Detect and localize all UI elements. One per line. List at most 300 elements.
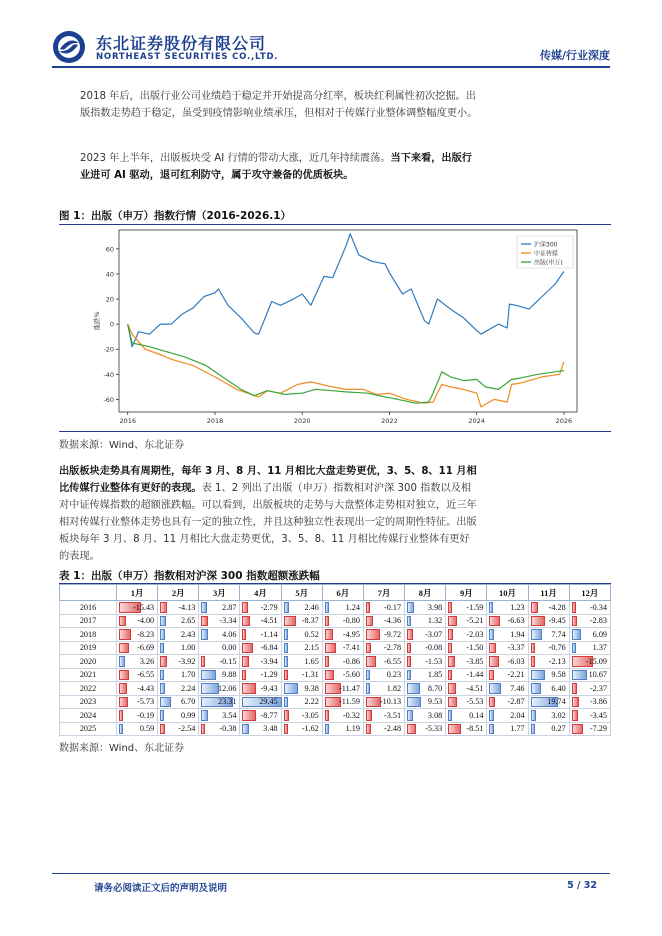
positive-data-bar <box>366 670 370 681</box>
table-cell <box>322 614 363 628</box>
legend-label-2: 中证传媒 <box>534 250 559 258</box>
cell-value: 6.09 <box>592 629 607 639</box>
table-cell <box>158 614 199 628</box>
brand-name-cn: 东北证券股份有限公司 <box>96 34 267 53</box>
column-header-month-11: 11月 <box>528 585 569 601</box>
cell-value: 7.46 <box>510 683 525 693</box>
figure-1-bottom-rule <box>59 431 611 432</box>
table-cell <box>240 628 281 642</box>
table-cell <box>528 668 569 682</box>
column-header-month-7: 7月 <box>363 585 404 601</box>
table-header-row <box>60 585 611 601</box>
table-cell <box>281 641 322 655</box>
table-row <box>60 614 611 628</box>
x-tick-label: 2018 <box>206 417 224 425</box>
cell-value: 0.14 <box>469 710 484 720</box>
negative-data-bar <box>119 670 129 681</box>
cell-value: -5.60 <box>342 670 360 680</box>
cell-value: 1.32 <box>427 616 443 626</box>
table-cell <box>569 722 610 736</box>
table-cell <box>322 655 363 669</box>
positive-data-bar <box>160 629 165 640</box>
cell-value: 8.70 <box>427 683 443 693</box>
negative-data-bar <box>448 670 452 681</box>
table-cell <box>363 722 404 736</box>
table-cell <box>405 628 446 642</box>
positive-data-bar <box>531 629 543 640</box>
cell-value: -3.92 <box>178 656 196 666</box>
table-cell <box>487 641 528 655</box>
cell-value: 7.74 <box>551 629 566 639</box>
x-tick-label: 2026 <box>555 417 573 425</box>
cell-value: -6.63 <box>507 616 525 626</box>
cell-value: 1.85 <box>427 670 443 680</box>
cell-value: -0.86 <box>342 656 360 666</box>
row-year-label: 2019 <box>60 641 117 655</box>
negative-data-bar <box>572 683 577 694</box>
table-row <box>60 668 611 682</box>
table-cell <box>117 709 158 723</box>
negative-data-bar <box>366 602 370 613</box>
table-cell <box>528 682 569 696</box>
cell-value: -3.85 <box>466 656 484 666</box>
negative-data-bar <box>366 724 371 735</box>
table-cell <box>569 641 610 655</box>
table-cell <box>322 628 363 642</box>
negative-data-bar <box>325 710 329 721</box>
figure-1-source: 数据来源：Wind、东北证券 <box>59 440 185 451</box>
table-cell <box>240 614 281 628</box>
table-row <box>60 709 611 723</box>
table-cell <box>446 709 487 723</box>
cell-value: -8.77 <box>260 710 278 720</box>
negative-data-bar <box>572 724 583 735</box>
positive-data-bar <box>284 629 288 640</box>
cell-value: -5.73 <box>137 697 155 707</box>
table-cell <box>528 614 569 628</box>
cell-value: -6.03 <box>507 656 525 666</box>
negative-data-bar <box>284 670 288 681</box>
cell-value: 12.06 <box>218 683 237 693</box>
cell-value: 0.59 <box>139 724 155 734</box>
x-tick-label: 2016 <box>119 417 136 425</box>
cell-value: -3.86 <box>589 697 607 707</box>
legend-label-3: 出版(申万) <box>534 259 563 267</box>
table-cell <box>281 655 322 669</box>
cell-value: -3.05 <box>301 710 319 720</box>
negative-data-bar <box>242 643 253 654</box>
y-tick-label: -60 <box>103 395 114 404</box>
column-header-month-2: 2月 <box>158 585 199 601</box>
positive-data-bar <box>201 602 207 613</box>
cell-value: -8.37 <box>301 616 319 626</box>
negative-data-bar <box>448 724 461 735</box>
table-cell <box>446 628 487 642</box>
table-cell <box>363 682 404 696</box>
cell-value: 6.40 <box>551 683 566 693</box>
cell-value: -3.34 <box>219 616 237 626</box>
table-cell <box>158 628 199 642</box>
y-axis-label: 涨跌% <box>93 311 101 331</box>
cell-value: -2.48 <box>384 724 402 734</box>
cell-value: -1.31 <box>301 670 319 680</box>
table-cell <box>446 668 487 682</box>
cell-value: -2.13 <box>548 656 566 666</box>
row-year-label: 2023 <box>60 695 117 709</box>
x-tick-label: 2024 <box>468 417 485 425</box>
table-row <box>60 655 611 669</box>
table-cell <box>240 722 281 736</box>
intro-paragraph-1: 2018 年后，出版行业公司业绩趋于稳定并开始提高分红率，板块红利属性初次挖掘。出版指数走势趋于稳定，虽受到疫情影响业绩承压，但相对于传媒行业整体调整幅度更小。 <box>80 91 478 119</box>
table-cell <box>199 601 240 615</box>
intro-paragraph-2-plain: 2023 年上半年，出版板块受 AI 行情的带动大涨，近几年持续震荡。 <box>80 153 391 164</box>
table-cell <box>363 614 404 628</box>
negative-data-bar <box>448 697 457 708</box>
table-cell <box>446 655 487 669</box>
positive-data-bar <box>284 643 289 654</box>
table-cell <box>363 628 404 642</box>
intro-paragraph-2 <box>80 150 482 184</box>
table-cell <box>240 709 281 723</box>
cell-value: 9.38 <box>304 683 319 693</box>
cell-value: 9.53 <box>427 697 443 707</box>
positive-data-bar <box>160 710 164 721</box>
cell-value: 2.04 <box>510 710 525 720</box>
cell-value: 9.88 <box>222 670 237 680</box>
y-tick-label: -20 <box>103 345 114 354</box>
cell-value: -4.36 <box>384 616 402 626</box>
negative-data-bar <box>531 656 536 667</box>
positive-data-bar <box>325 602 329 613</box>
intro-paragraph-2-bold: 当下来看，出版行业进可 AI 驱动，退可红利防守，属于攻守兼备的优质板块。 <box>80 153 472 181</box>
table-cell <box>569 668 610 682</box>
y-tick-label: 20 <box>105 295 114 304</box>
table-cell <box>487 601 528 615</box>
table-cell <box>281 628 322 642</box>
table-cell <box>487 682 528 696</box>
table-cell <box>487 695 528 709</box>
negative-data-bar <box>119 629 131 640</box>
negative-data-bar <box>242 670 246 681</box>
negative-data-bar <box>572 697 579 708</box>
cell-value: -3.37 <box>507 643 525 653</box>
cell-value: -6.69 <box>137 643 155 653</box>
table-cell <box>569 628 610 642</box>
table-cell <box>528 695 569 709</box>
cell-value: -3.45 <box>589 710 607 720</box>
negative-data-bar <box>284 724 288 735</box>
series-line-3 <box>128 324 564 403</box>
positive-data-bar <box>407 616 411 627</box>
cell-value: 2.87 <box>222 602 237 612</box>
negative-data-bar <box>242 656 249 667</box>
table-cell <box>199 668 240 682</box>
table-cell <box>363 709 404 723</box>
table-cell <box>405 655 446 669</box>
analysis-plain: 表 1、2 列出了出版（申万）指数相对沪深 300 指数以及相对中证传媒指数的超额涨跌幅。可以看到，出版板块的走势与大盘整体走势相对独立，近三年相对传媒行业整体走势也具有一定的独立性，并且这种独立性表现出一定的周期性特征。出版板块每年 3 月、8 月、11 月相比大盘走势更优，3、5、8、11 月相比传媒行业整体有更好的表现。 <box>59 483 477 562</box>
table-cell <box>117 722 158 736</box>
table-row <box>60 628 611 642</box>
cell-value: 0.99 <box>180 710 196 720</box>
table-cell <box>569 655 610 669</box>
row-year-label: 2025 <box>60 722 117 736</box>
cell-value: 29.45 <box>259 697 278 707</box>
cell-value: 9.58 <box>551 670 566 680</box>
negative-data-bar <box>201 724 205 735</box>
row-year-label: 2020 <box>60 655 117 669</box>
table-cell <box>569 695 610 709</box>
column-header-month-8: 8月 <box>405 585 446 601</box>
table-cell <box>158 709 199 723</box>
positive-data-bar <box>489 724 493 735</box>
negative-data-bar <box>242 629 246 640</box>
cell-value: -9.45 <box>548 616 566 626</box>
cell-value: 2.46 <box>304 602 319 612</box>
table-cell <box>117 695 158 709</box>
table-row <box>60 641 611 655</box>
cell-value: 1.77 <box>510 724 525 734</box>
table-cell <box>117 641 158 655</box>
cell-value: 3.08 <box>427 710 443 720</box>
table-cell <box>322 601 363 615</box>
table-cell <box>569 682 610 696</box>
table-cell <box>405 668 446 682</box>
cell-value: -11.47 <box>339 683 360 693</box>
table-cell <box>446 682 487 696</box>
cell-value: 1.37 <box>592 643 607 653</box>
negative-data-bar <box>489 656 499 667</box>
negative-data-bar <box>284 710 290 721</box>
row-year-label: 2024 <box>60 709 117 723</box>
cell-value: 1.00 <box>180 643 196 653</box>
cell-value: -0.08 <box>425 643 443 653</box>
cell-value: -1.50 <box>466 643 484 653</box>
positive-data-bar <box>489 710 494 721</box>
positive-data-bar <box>572 643 576 654</box>
table-cell <box>446 601 487 615</box>
table-cell <box>117 682 158 696</box>
table-cell <box>240 641 281 655</box>
table-cell <box>528 601 569 615</box>
positive-data-bar <box>572 629 582 640</box>
series-line-2 <box>128 324 564 407</box>
positive-data-bar <box>448 710 452 721</box>
cell-value: -0.17 <box>384 602 402 612</box>
cell-value: -3.94 <box>260 656 278 666</box>
cell-value: -9.72 <box>384 629 402 639</box>
index-performance-chart <box>59 226 611 430</box>
cell-value: -1.29 <box>260 670 278 680</box>
positive-data-bar <box>531 683 541 694</box>
table-cell <box>322 668 363 682</box>
table-cell <box>158 641 199 655</box>
cell-value: 2.65 <box>180 616 196 626</box>
cell-value: -7.29 <box>589 724 607 734</box>
table-cell <box>199 614 240 628</box>
cell-value: -0.19 <box>137 710 155 720</box>
negative-data-bar <box>325 616 329 627</box>
cell-value: 1.24 <box>345 602 360 612</box>
table-1-wrapper <box>59 584 611 736</box>
cell-value: -15.09 <box>585 656 607 666</box>
cell-value: -2.37 <box>589 683 607 693</box>
cell-value: -0.15 <box>219 656 237 666</box>
cell-value: 3.02 <box>551 710 566 720</box>
analysis-bold: 出版板块走势具有周期性，每年 3 月、8 月、11 月相比大盘走势更优，3、5、8、11 月相比传媒行业整体有更好的表现。 <box>59 466 477 494</box>
table-cell <box>528 641 569 655</box>
positive-data-bar <box>160 643 164 654</box>
cell-value: -7.41 <box>342 643 360 653</box>
cell-value: -10.13 <box>379 697 402 707</box>
negative-data-bar <box>366 616 374 627</box>
negative-data-bar <box>242 683 256 694</box>
column-header-month-1: 1月 <box>117 585 158 601</box>
table-cell <box>363 641 404 655</box>
figure-1-title: 图 1：出版（申万）指数行情（2016-2026.1） <box>59 210 292 222</box>
cell-value: -2.78 <box>384 643 402 653</box>
table-cell <box>240 695 281 709</box>
table-cell <box>281 695 322 709</box>
cell-value: -6.55 <box>384 656 402 666</box>
table-cell <box>322 641 363 655</box>
cell-value: 1.23 <box>510 602 525 612</box>
column-header-month-10: 10月 <box>487 585 528 601</box>
report-category-tag: 传媒/行业深度 <box>539 49 610 62</box>
row-year-label: 2017 <box>60 614 117 628</box>
cell-value: 2.43 <box>180 629 196 639</box>
negative-data-bar <box>119 710 123 721</box>
positive-data-bar <box>201 683 218 694</box>
table-cell <box>322 709 363 723</box>
y-tick-label: 0 <box>109 320 114 329</box>
page-number: 5 / 32 <box>567 880 597 891</box>
table-cell <box>405 695 446 709</box>
cell-value: 1.70 <box>180 670 196 680</box>
table-cell <box>405 601 446 615</box>
negative-data-bar <box>448 656 455 667</box>
cell-value: -4.51 <box>260 616 278 626</box>
figure-1-top-rule <box>59 224 611 225</box>
table-cell <box>199 641 240 655</box>
positive-data-bar <box>201 710 207 721</box>
row-year-label: 2016 <box>60 601 117 615</box>
positive-data-bar <box>325 724 329 735</box>
column-header-month-5: 5月 <box>281 585 322 601</box>
page-header <box>0 0 662 70</box>
table-cell <box>199 628 240 642</box>
negative-data-bar <box>160 656 167 667</box>
positive-data-bar <box>531 710 537 721</box>
table-cell <box>281 601 322 615</box>
negative-data-bar <box>284 616 297 627</box>
negative-data-bar <box>242 616 250 627</box>
positive-data-bar <box>284 602 289 613</box>
table-cell <box>446 722 487 736</box>
table-cell <box>158 655 199 669</box>
cell-value: -4.95 <box>342 629 360 639</box>
table-cell <box>199 695 240 709</box>
negative-data-bar <box>489 616 499 627</box>
table-cell <box>528 628 569 642</box>
cell-value: 3.54 <box>222 710 237 720</box>
cell-value: -2.83 <box>589 616 607 626</box>
table-cell <box>281 722 322 736</box>
table-cell <box>569 614 610 628</box>
positive-data-bar <box>407 697 421 708</box>
table-cell <box>528 709 569 723</box>
cell-value: 3.98 <box>427 602 443 612</box>
cell-value: 0.00 <box>222 643 237 653</box>
cell-value: -1.59 <box>466 602 484 612</box>
negative-data-bar <box>119 643 129 654</box>
table-cell <box>281 668 322 682</box>
positive-data-bar <box>201 670 216 681</box>
table-cell <box>487 655 528 669</box>
cell-value: -2.21 <box>507 670 525 680</box>
cell-value: 4.06 <box>222 629 237 639</box>
table-body <box>60 601 611 736</box>
negative-data-bar <box>366 697 381 708</box>
positive-data-bar <box>489 602 493 613</box>
cell-value: 3.48 <box>263 724 278 734</box>
negative-data-bar <box>407 724 416 735</box>
cell-value: -6.55 <box>137 670 155 680</box>
table-cell <box>446 641 487 655</box>
negative-data-bar <box>448 643 452 654</box>
cell-value: -2.03 <box>466 629 484 639</box>
cell-value: -0.76 <box>548 643 566 653</box>
cell-value: 1.82 <box>386 683 402 693</box>
positive-data-bar <box>407 683 420 694</box>
negative-data-bar <box>325 629 333 640</box>
y-tick-label: 60 <box>105 245 114 254</box>
negative-data-bar <box>407 656 411 667</box>
negative-data-bar <box>448 683 456 694</box>
positive-data-bar <box>366 683 370 694</box>
table-cell <box>158 722 199 736</box>
table-cell <box>528 655 569 669</box>
positive-data-bar <box>531 670 545 681</box>
x-tick-label: 2022 <box>381 417 398 425</box>
positive-data-bar <box>119 724 123 735</box>
cell-value: 1.19 <box>345 724 360 734</box>
cell-value: 0.52 <box>304 629 319 639</box>
table-cell <box>199 682 240 696</box>
cell-value: -5.21 <box>466 616 484 626</box>
cell-value: -4.43 <box>137 683 155 693</box>
column-header-month-3: 3月 <box>199 585 240 601</box>
table-cell <box>158 601 199 615</box>
table-cell <box>199 655 240 669</box>
cell-value: 19.74 <box>547 697 566 707</box>
table-cell <box>487 722 528 736</box>
positive-data-bar <box>407 602 414 613</box>
negative-data-bar <box>366 656 376 667</box>
cell-value: -4.13 <box>178 602 196 612</box>
table-row <box>60 695 611 709</box>
negative-data-bar <box>325 670 334 681</box>
table-cell <box>363 668 404 682</box>
table-cell <box>117 655 158 669</box>
cell-value: 1.65 <box>304 656 319 666</box>
negative-data-bar <box>407 629 413 640</box>
negative-data-bar <box>572 602 576 613</box>
positive-data-bar <box>284 683 298 694</box>
table-cell <box>528 722 569 736</box>
table-cell <box>199 709 240 723</box>
cell-value: 1.94 <box>510 629 525 639</box>
table-cell <box>446 614 487 628</box>
